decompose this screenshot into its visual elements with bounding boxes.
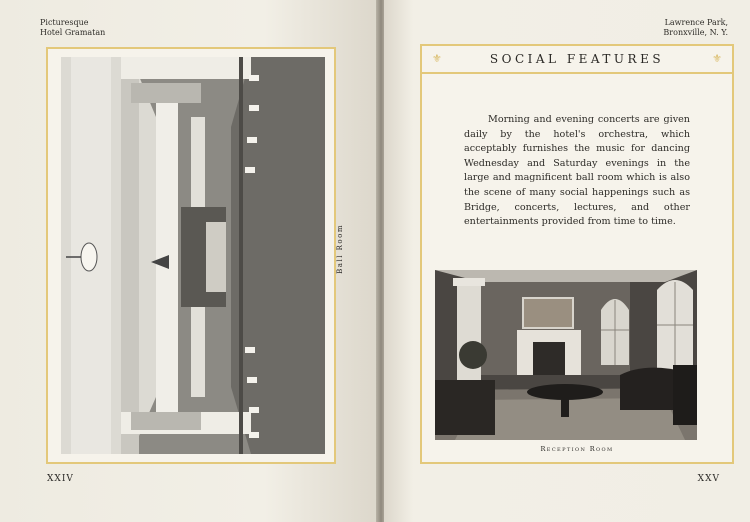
- reception-room-photo: [435, 270, 697, 440]
- running-head-line-2: Bronxville, N. Y.: [663, 28, 728, 37]
- running-head-line-2: Hotel Gramatan: [40, 28, 106, 37]
- right-folio: XXV: [697, 474, 720, 484]
- ball-room-frame: [46, 47, 336, 464]
- page-title: SOCIAL FEATURES: [489, 52, 665, 66]
- left-running-head: [40, 18, 105, 38]
- left-folio: XXIV: [47, 474, 74, 484]
- right-running-head: [663, 18, 728, 38]
- body-paragraph: Morning and evening concerts are given daily by the hotel's orchestra, which acceptably furnishes the music for dancing Wednesday and Saturday evenings in the large and magnificent ball room which is also the scene of many social happenings such as Bridge, concerts, lectures, and other entertainments provided from time to time.: [464, 114, 690, 228]
- right-page: [384, 0, 750, 522]
- title-band: [422, 46, 732, 74]
- ball-room-caption-wrap: [334, 0, 348, 522]
- ball-room-photo: [61, 57, 325, 454]
- fleur-de-lis-icon: ⚜: [712, 52, 722, 65]
- running-head-line-1: Picturesque: [40, 18, 89, 27]
- social-features-frame: [420, 44, 734, 464]
- ball-room-caption: Ball Room: [336, 224, 344, 274]
- running-head-line-1: Lawrence Park,: [664, 18, 728, 27]
- fleur-de-lis-icon: ⚜: [432, 52, 442, 65]
- reception-room-caption: Reception Room: [540, 445, 614, 453]
